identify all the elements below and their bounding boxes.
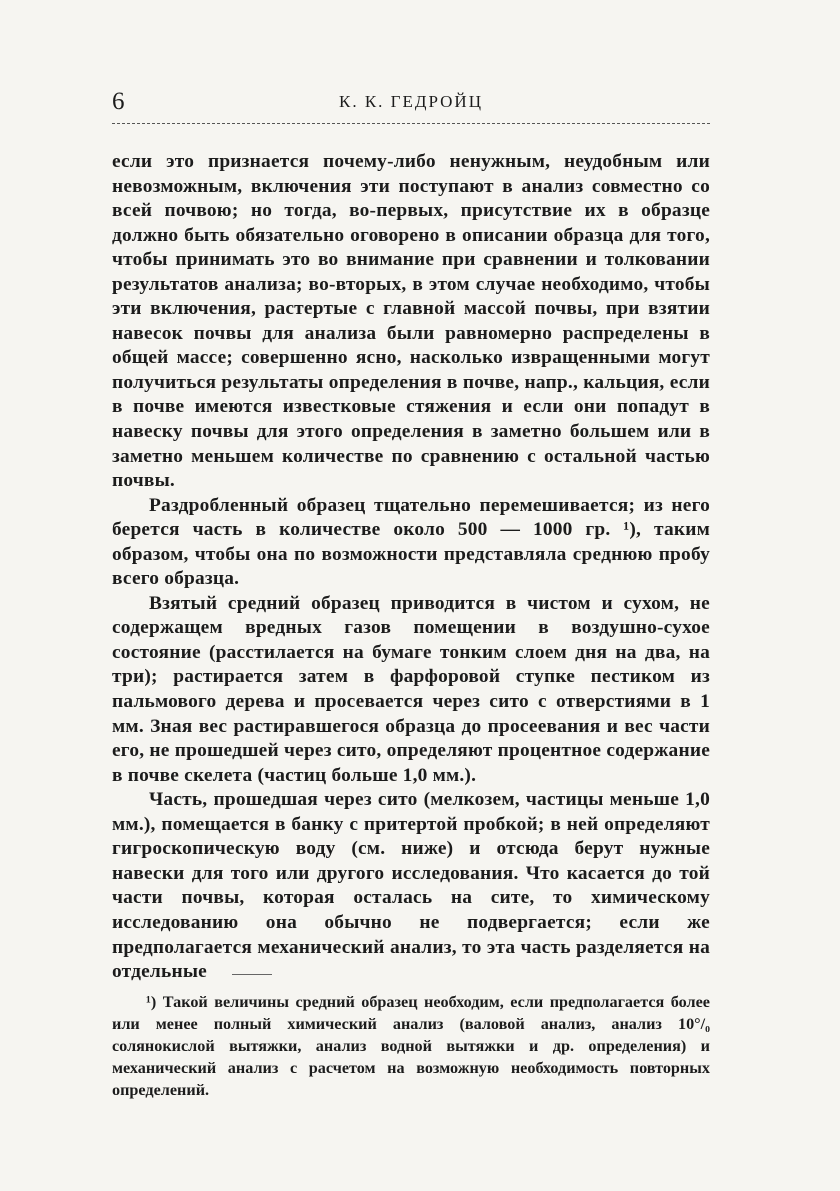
paragraph: Взятый средний образец приводится в чистом и сухом, не содержащем вредных газов помещении в воздушно-сухое состояние (расстилается на бумаге тонким слоем дня на два, на три); растирается затем в фарфоровой ступке пестиком из пальмового дерева и просевается через сито с отверстиями в 1 мм. Зная вес растиравшегося образца до просеевания и вес части его, не прошедшей через сито, определяют процентное содержание в почве скелета (частиц больше 1,0 мм.). [112,592,710,786]
footnote: ¹) Такой величины средний образец необходим, если предполагается более или менее полный химический анализ (валовой анализ, анализ 10°/₀ солянокислой вытяжки, анализ водной вытяжки и др. определения) и механический анализ с расчетом на возможную необходимость повторных определений. [112,993,710,1099]
paragraph: если это признается почему-либо ненужным, неудобным или невозможным, включения эти поступают в анализ совместно со всей почвою; но тогда, во-первых, присутствие их в образце должно быть обязательно оговорено в описании образца для того, чтобы принимать это во внимание при сравнении и толковании результатов анализа; во-вторых, в этом случае необходимо, чтобы эти включения, растертые с главной массой почвы, при взятии навесок почвы для анализа были равномерно распределены в общей массе; совершенно ясно, насколько извращенными могут получиться результаты определения в почве, напр., кальция, если в почве имеются известковые стяжения и если они попадут в навеску почвы для этого определения в заметно большем или в заметно меньшем количестве по сравнению с остальной частью почвы. [112,151,710,492]
footnotes [112,991,710,1101]
page-header [112,88,710,128]
paragraph: Часть, прошедшая через сито (мелкозем, частицы меньше 1,0 мм.), помещается в банку с притертой пробкой; в ней определяют гигроскопическую воду (см. ниже) и отсюда берут нужные навески для того или другого исследования. Что касается до той части почвы, которая осталась на сите, то химическому исследованию она обычно не подвергается; если же предполагается механический анализ, то эта часть разделяется на отдельные [112,789,710,983]
footnote-rule [232,974,272,975]
page-number: 6 [112,88,125,115]
paragraph: Раздробленный образец тщательно перемешивается; из него берется часть в количестве около 500 — 1000 гр. ¹), таким образом, чтобы она по возможности представляла среднюю пробу всего образца. [112,494,710,590]
running-title: К. К. ГЕДРОЙЦ [339,92,483,111]
header-rule [112,123,710,124]
body-text [112,150,710,985]
